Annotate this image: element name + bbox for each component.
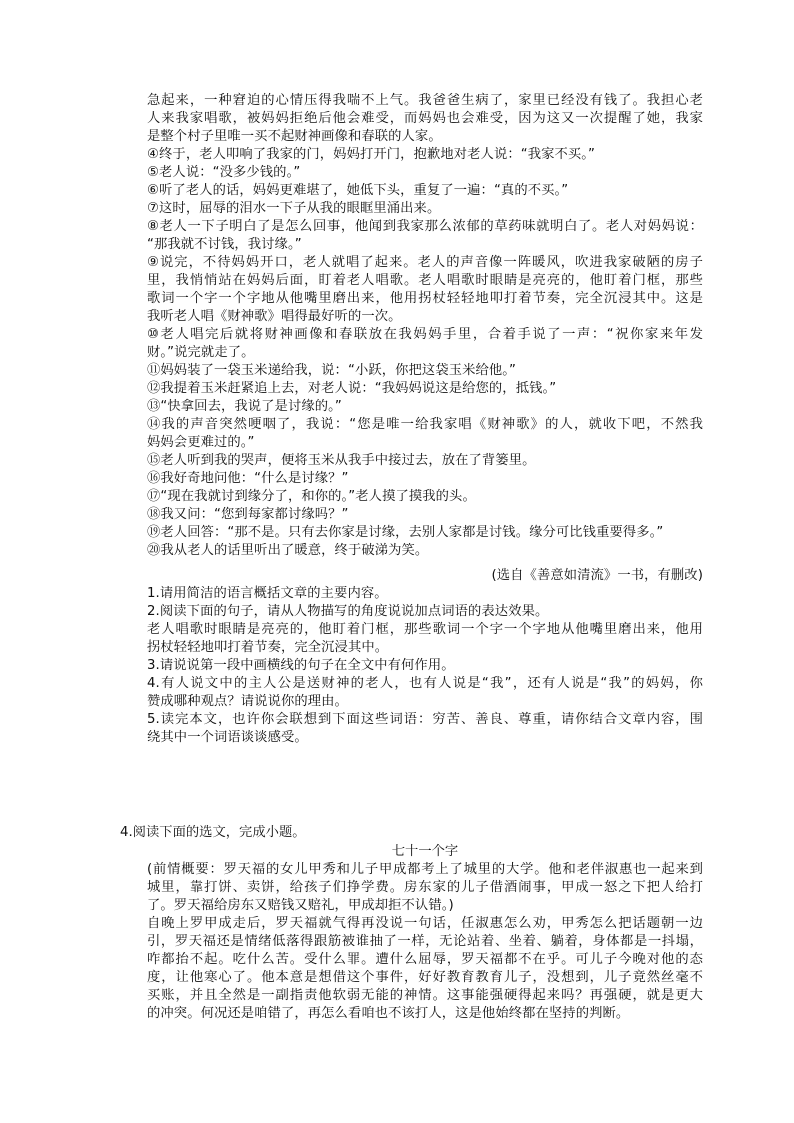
- question-line: 2.阅读下面的句子，请从人物描写的角度说说加点词语的表达效果。: [147, 604, 549, 619]
- question-line: 1.请用简洁的语言概括文章的主要内容。: [147, 586, 388, 601]
- paragraph-line: ⑥听了老人的话，妈妈更难堪了，她低下头，重复了一遍：“真的不买。”: [147, 183, 569, 198]
- paragraph-line: ⑤老人说：“没多少钱的。”: [147, 165, 301, 180]
- paragraph-line: ⑫我提着玉米赶紧追上去，对老人说：“我妈妈说这是给您的，抵钱。”: [147, 381, 557, 396]
- source-citation: (选自《善意如清流》一书，有删改): [491, 568, 703, 583]
- paragraph-line: ④终于，老人叩响了我家的门，妈妈打开门，抱歉地对老人说：“我家不买。”: [147, 147, 596, 162]
- paragraph-line: ⑱我又问：“您到每家都讨缘吗？”: [147, 507, 349, 522]
- paragraph-line: ⑮老人听到我的哭声，便将玉米从我手中接过去，放在了背篓里。: [147, 453, 536, 468]
- paragraph-line: ⑭我的声音突然哽咽了，我说：“您是唯一给我家唱《财神歌》的人，就收下吧，不然我: [147, 417, 703, 432]
- story-line: (前情概要：罗天福的女儿甲秀和儿子甲成都考上了城里的大学。他和老伴淑惠也一起来到: [147, 862, 703, 877]
- paragraph-line: ⑰“现在我就讨到缘分了，和你的。”老人摸了摸我的头。: [147, 489, 476, 504]
- source-note: [147, 567, 703, 585]
- story-title: 七十一个字: [391, 844, 459, 859]
- paragraph-line: ⑲老人回答：“那不是。只有去你家是讨缘，去别人家都是讨钱。缘分可比钱重要得多。”: [147, 525, 664, 540]
- story-line: 引，罗天福还是情绪低落得跟筋被谁抽了一样，无论站着、坐着、躺着，身体都是一抖塌，: [147, 934, 703, 949]
- paragraph-line: 财。”说完就走了。: [147, 345, 255, 360]
- paragraph-line: 是整个村子里唯一买不起财神画像和春联的人家。: [147, 129, 442, 144]
- story-line: 的冲突。何况还是咱错了，再怎么看咱也不该打人，这是他始终都在坚持的判断。: [147, 1006, 630, 1021]
- paragraph-line: ⑨说完，不待妈妈开口，老人就唱了起来。老人的声音像一阵暖风，吹进我家破陋的房子: [147, 255, 703, 270]
- passage-body: [147, 92, 703, 560]
- question-line: 拐杖轻轻地叩打着节奏，完全沉浸其中。: [147, 640, 389, 655]
- paragraph-line: 妈妈会更难过的。”: [147, 435, 255, 450]
- paragraph-line: 我听老人唱《财神歌》唱得最好听的一次。: [147, 309, 402, 324]
- story-line: 自晚上罗甲成走后，罗天福就气得再没说一句话，任淑惠怎么劝，甲秀怎么把话题朝一边: [147, 916, 703, 931]
- paragraph-line: ⑩老人唱完后就将财神画像和春联放在我妈妈手里，合着手说了一声：“祝你家来年发: [147, 327, 703, 342]
- paragraph-line: 里，我悄悄站在妈妈后面，盯着老人唱歌。老人唱歌时眼睛是亮亮的，他盯着门框，那些: [147, 273, 703, 288]
- question-line: 5.读完本文，也许你会联想到下面这些词语：穷苦、善良、尊重，请你结合文章内容，围: [147, 712, 703, 727]
- section-4-passage: [147, 861, 703, 1023]
- story-line: 城里，靠打饼、卖饼，给孩子们挣学费。房东家的儿子借酒闹事，甲成一怒之下把人给打: [147, 880, 703, 895]
- story-line: 度，让他寒心了。他本意是想借这个事件，好好教育教育儿子，没想到，儿子竟然丝毫不: [147, 970, 703, 985]
- question-line: 绕其中一个词语谈谈感受。: [147, 730, 308, 745]
- question-line: 4.有人说文中的主人公是送财神的老人，也有人说是“我”，还有人说是“我”的妈妈，你: [147, 676, 703, 691]
- paragraph-line: 人来我家唱歌，被妈妈拒绝后他会难受，而妈妈也会难受，因为这又一次提醒了她，我家: [147, 111, 703, 126]
- question-line: 3.请说说第一段中画横线的句子在全文中有何作用。: [147, 658, 455, 673]
- story-line: 了。罗天福给房东又赔钱又赔礼，甲成却拒不认错。): [147, 898, 454, 913]
- paragraph-line: ⑳我从老人的话里听出了暖意，终于破涕为笑。: [147, 543, 429, 558]
- paragraph-line: 急起来，一种窘迫的心情压得我喘不上气。我爸爸生病了，家里已经没有钱了。我担心老: [147, 93, 703, 108]
- paragraph-line: ⑯我好奇地问他：“什么是讨缘？”: [147, 471, 349, 486]
- question-list: [147, 585, 703, 747]
- paragraph-line: ⑬“快拿回去，我说了是讨缘的。”: [147, 399, 342, 414]
- paragraph-line: ⑪妈妈装了一袋玉米递给我，说：“小跃，你把这袋玉米给他。”: [147, 363, 517, 378]
- paragraph-line: ⑦这时，屈辱的泪水一下子从我的眼眶里涌出来。: [147, 201, 441, 216]
- question-line: 老人唱歌时眼睛是亮亮的，他盯着门框，那些歌词一个字一个字地从他嘴里磨出来，他用: [147, 622, 703, 637]
- section-4-heading: 4.阅读下面的选文，完成小题。: [120, 825, 306, 840]
- story-line: 咋都抬不起。吃什么苦。受什么罪。遭什么屈辱，罗天福都不在乎。可儿子今晚对他的态: [147, 952, 703, 967]
- question-line: 赞成哪种观点？请说说你的理由。: [147, 694, 348, 709]
- story-line: 买账，并且全然是一副指责他软弱无能的神情。这事能强硬得起来吗？再强硬，就是更大: [147, 988, 703, 1003]
- paragraph-line: “那我就不讨钱，我讨缘。”: [147, 237, 302, 252]
- paragraph-line: ⑧老人一下子明白了是怎么回事，他闻到我家那么浓郁的草药味就明白了。老人对妈妈说：: [147, 219, 703, 234]
- paragraph-line: 歌词一个字一个字地从他嘴里磨出来，他用拐杖轻轻地叩打着节奏，完全沉浸其中。这是: [147, 291, 703, 306]
